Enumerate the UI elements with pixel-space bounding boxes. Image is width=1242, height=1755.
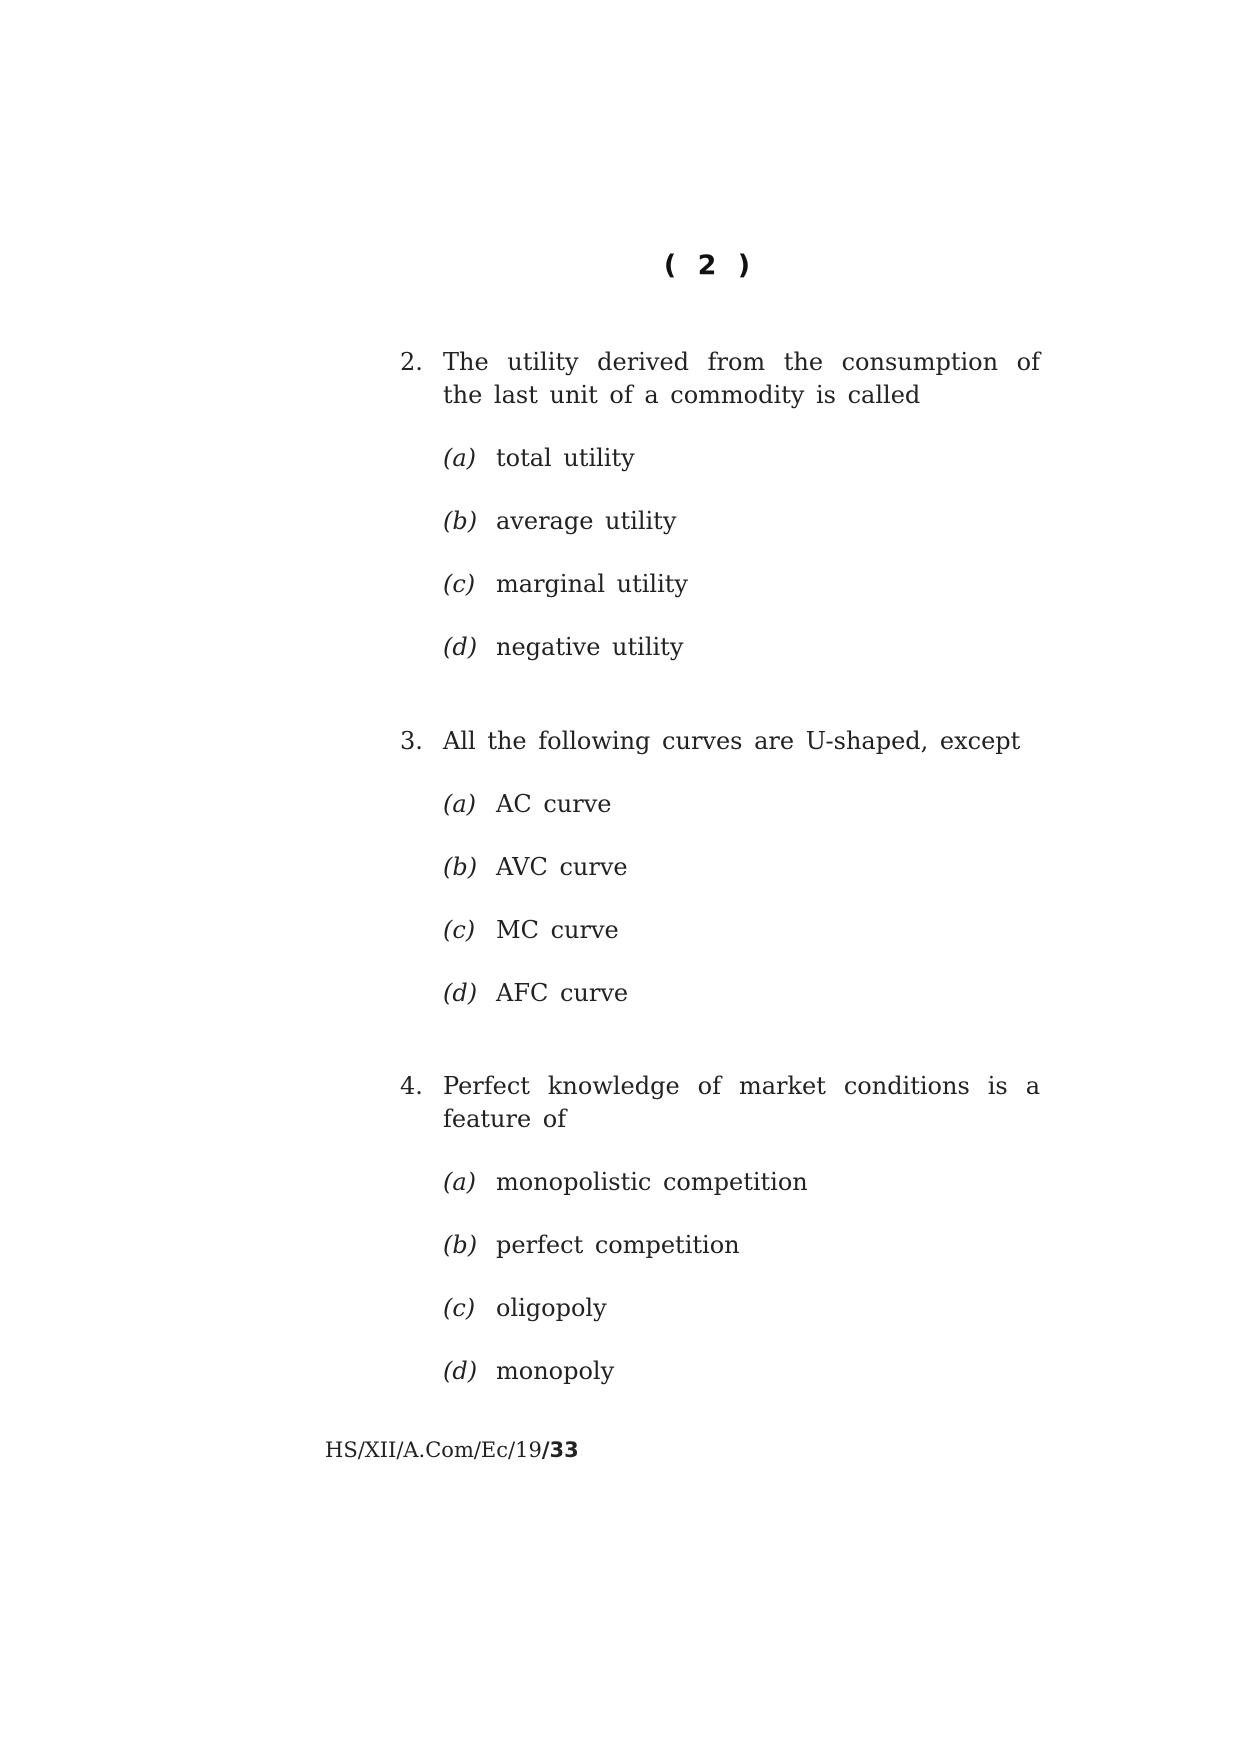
paper-code-prefix: HS/XII/A.Com/Ec/19 (325, 1438, 542, 1462)
option-c (443, 568, 1040, 601)
option-text: total utility (496, 444, 635, 472)
option-b (443, 1229, 1040, 1262)
option-d (443, 631, 1040, 664)
option-label: (a) (443, 1168, 477, 1196)
option-text: marginal utility (496, 570, 688, 598)
question-text: All the following curves are U-shaped, except (443, 727, 1021, 755)
option-text: average utility (496, 507, 677, 535)
option-text: AFC curve (496, 979, 629, 1007)
question-text: Perfect knowledge of market conditions is a feature of (443, 1072, 1040, 1133)
option-text: monopolistic competition (496, 1168, 808, 1196)
option-a (443, 788, 1040, 821)
question-number: 4. (400, 1072, 423, 1100)
question-2 (400, 346, 1040, 664)
page-number: ( 2 ) (663, 250, 757, 281)
option-a (443, 442, 1040, 475)
option-d (443, 977, 1040, 1010)
option-label: (c) (443, 916, 476, 944)
option-label: (c) (443, 1294, 476, 1322)
paper-code-suffix: /33 (541, 1438, 579, 1462)
option-text: AVC curve (496, 853, 628, 881)
option-label: (a) (443, 444, 477, 472)
option-text: negative utility (496, 633, 684, 661)
option-label: (d) (443, 633, 478, 661)
options-list (443, 1166, 1040, 1388)
option-d (443, 1355, 1040, 1388)
option-text: AC curve (496, 790, 612, 818)
option-text: monopoly (496, 1357, 615, 1385)
option-label: (b) (443, 507, 478, 535)
option-label: (c) (443, 570, 476, 598)
paper-code (325, 1438, 579, 1462)
question-number: 2. (400, 348, 423, 376)
options-list (443, 442, 1040, 664)
option-label: (d) (443, 979, 478, 1007)
question-text: The utility derived from the consumption of the last unit of a commodity is called (443, 348, 1040, 409)
option-b (443, 505, 1040, 538)
option-label: (a) (443, 790, 477, 818)
option-text: oligopoly (496, 1294, 607, 1322)
option-c (443, 1292, 1040, 1325)
option-text: MC curve (496, 916, 619, 944)
option-a (443, 1166, 1040, 1199)
options-list (443, 788, 1040, 1010)
question-3 (400, 725, 1040, 1010)
option-text: perfect competition (496, 1231, 740, 1259)
question-4 (400, 1070, 1040, 1388)
option-label: (b) (443, 1231, 478, 1259)
option-c (443, 914, 1040, 947)
option-b (443, 851, 1040, 884)
option-label: (b) (443, 853, 478, 881)
option-label: (d) (443, 1357, 478, 1385)
question-number: 3. (400, 727, 423, 755)
